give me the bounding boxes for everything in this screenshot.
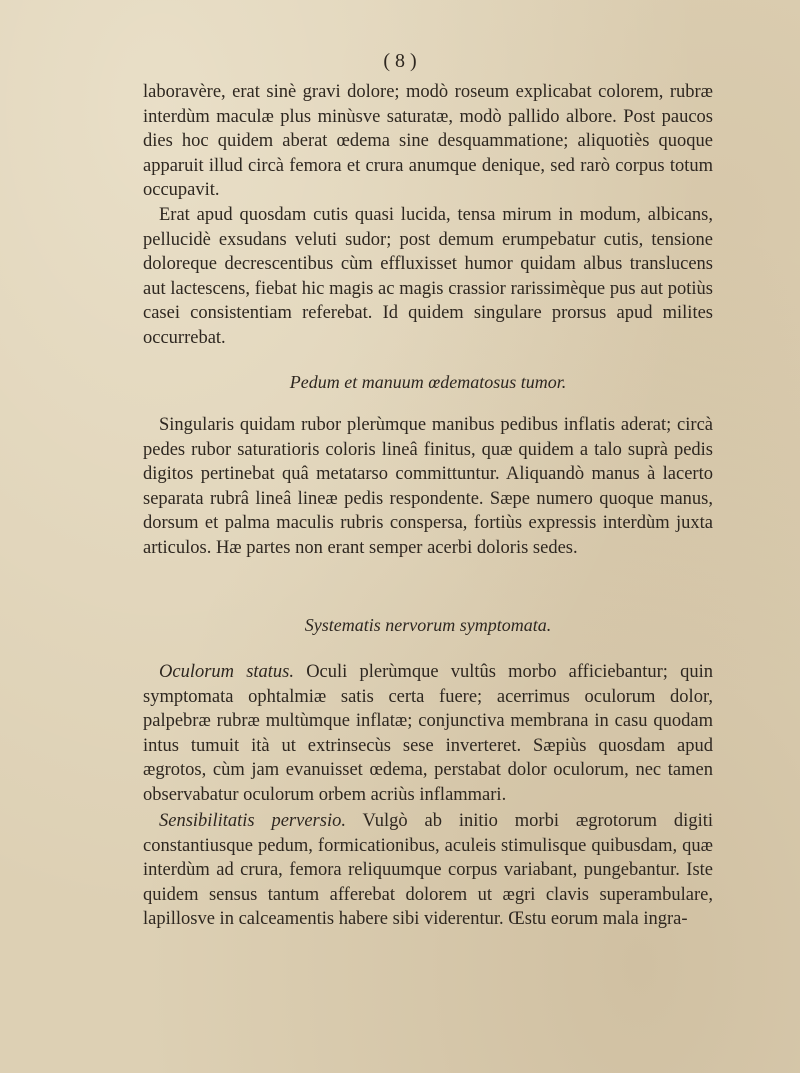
paragraph-oculorum: [143, 660, 713, 808]
paragraph-sensibilitatis: [143, 809, 713, 932]
paragraph-2: Erat apud quosdam cutis quasi lucida, tensa mirum in modum, albicans, pellucidè exsudans veluti sudor; post demum erumpebatur cutis, tensione doloreque decrescentibus cùm effluxisset humor quidam albus translucens aut lactescens, fiebat hic magis ac magis crassior rarissimèque pus aut potiùs casei consistentiam referebat. Id quidem singulare prorsus apud milites occurrebat.: [143, 205, 713, 348]
paragraph-oculorum-lead: Oculorum status.: [159, 662, 295, 682]
section-heading-systematis: Systematis nervorum symptomata.: [304, 615, 552, 635]
paragraph-3: Singularis quidam rubor plerùmque manibus pedibus inflatis aderat; circà pedes rubor saturatioris coloris lineâ finitus, quæ quidem a talo suprà pedis digitos pertinebat quâ metatarso committuntur. Aliquandò manus à lacerto separata rubrâ lineâ lineæ pedis respondente. Sæpe numero quoque manus, dorsum et palma maculis rubris conspersa, fortiùs expressis interdùm juxta articulos. Hæ partes non erant semper acerbi doloris sedes.: [143, 415, 713, 558]
section-heading-pedum: Pedum et manuum œdematosus tumor.: [289, 372, 567, 392]
page-number: ( 8 ): [383, 50, 417, 72]
paragraph-sensibilitatis-lead: Sensibilitatis perversio.: [159, 811, 346, 831]
paragraph-1: laboravère, erat sinè gravi dolore; modò roseum explicabat colorem, rubræ interdùm maculæ plus minùsve saturatæ, modò pallido albore. Post paucos dies hoc quidem aberat œdema sine desquammatione; aliquotiès quoque apparuit illud circà femora et crura anumque denique, sed rarò corpus totum occupavit.: [143, 82, 713, 201]
paragraph-oculorum-body: Oculi plerùmque vultûs morbo afficiebantur; quin symptomata ophtalmiæ satis certa fuere; acerrimus oculorum dolor, palpebræ rubræ multùmque inflatæ; conjunctiva membrana in casu quodam intus tumuit ità ut extrinsecùs sese inverteret. Sæpiùs quosdam apud ægrotos, cùm jam evanuisset œdema, perstabat dolor oculorum, nec tamen observabatur oculorum orbem acriùs inflammari.: [143, 662, 714, 805]
paragraph-sensibilitatis-body: Vulgò ab initio morbi ægrotorum digiti constantiusque pedum, formicationibus, aculeis stimulisque quibusdam, quæ interdùm ad crura, femora reliquumque corpus variabant, pungebantur. Iste quidem sensus tantum afferebat dolorem ut ægri clavis superambulare, lapillosve in calceamentis habere sibi viderentur. Œstu eorum mala ingra-: [143, 811, 713, 930]
